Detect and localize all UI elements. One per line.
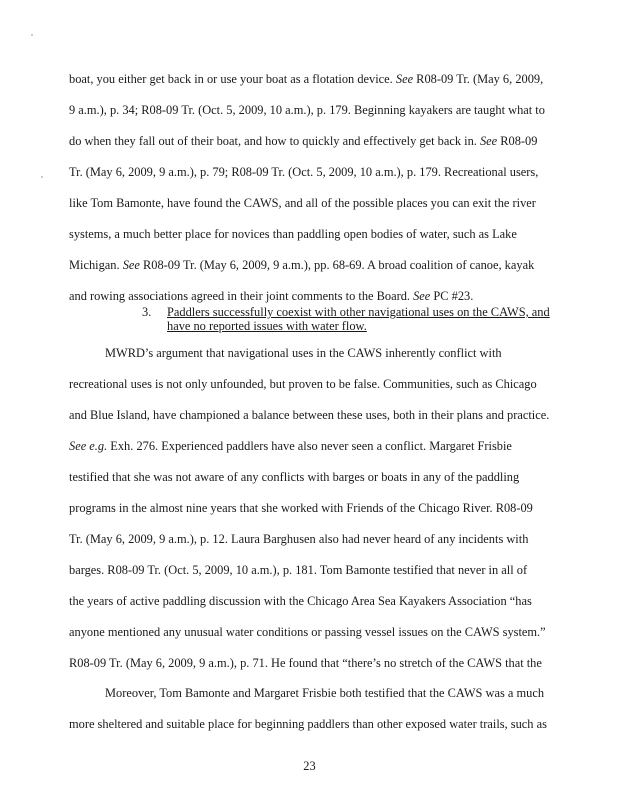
paragraph-line <box>69 377 537 391</box>
paragraph-line <box>69 470 519 484</box>
scan-speck <box>41 176 43 178</box>
text-run: barges. R08-09 Tr. (Oct. 5, 2009, 10 a.m.), p. 181. Tom Bamonte testified that never in all of <box>69 563 528 577</box>
text-run: the years of active paddling discussion with the Chicago Area Sea Kayakers Association “has <box>69 594 532 608</box>
text-run: Tr. (May 6, 2009, 9 a.m.), p. 12. Laura Barghusen also had never heard of any incidents with <box>69 532 529 546</box>
text-run: 9 a.m.), p. 34; R08-09 Tr. (Oct. 5, 2009, 10 a.m.), p. 179. Beginning kayakers are taught what to <box>69 103 545 117</box>
citation-signal: See <box>395 72 414 86</box>
text-run: Michigan. <box>69 258 123 272</box>
text-run: and rowing associations agreed in their joint comments to the Board. <box>69 289 414 303</box>
paragraph-line <box>69 656 542 670</box>
page-number: 23 <box>303 759 316 773</box>
scan-speck <box>31 34 33 36</box>
text-run: systems, a much better place for novices than paddling open bodies of water, such as Lake <box>69 227 517 241</box>
text-run: programs in the almost nine years that she worked with Friends of the Chicago River. R08-09 <box>69 501 533 515</box>
text-run: testified that she was not aware of any conflicts with barges or boats in any of the paddling <box>69 470 520 484</box>
paragraph-line <box>105 686 544 700</box>
paragraph-line <box>69 594 532 608</box>
paragraph-line <box>69 439 512 453</box>
paragraph-line <box>105 346 502 360</box>
text-run: Moreover, Tom Bamonte and Margaret Frisbie both testified that the CAWS was a much <box>105 686 545 700</box>
paragraph-line <box>69 227 517 241</box>
section-heading <box>142 305 550 319</box>
citation-signal: See <box>479 134 498 148</box>
text-run: R08-09 Tr. (May 6, 2009, <box>413 72 544 86</box>
paragraph-line <box>69 165 538 179</box>
text-run: recreational uses is not only unfounded, but proven to be false. Communities, such as Chicago <box>69 377 537 391</box>
citation-signal: See e.g. <box>69 439 108 453</box>
section-heading-line-2: have no reported issues with water flow. <box>167 319 367 333</box>
paragraph-line <box>69 563 527 577</box>
text-run: and Blue Island, have championed a balance between these uses, both in their plans and practice. <box>69 408 550 422</box>
text-run: Exh. 276. Experienced paddlers have also never seen a conflict. Margaret Frisbie <box>107 439 512 453</box>
paragraph-line <box>69 134 537 148</box>
section-heading-continued <box>167 319 367 333</box>
paragraph-line <box>69 103 545 117</box>
text-run: MWRD’s argument that navigational uses in the CAWS inherently conflict with <box>105 346 502 360</box>
paragraph-line <box>69 532 528 546</box>
paragraph-line <box>69 72 543 86</box>
citation-signal: See <box>122 258 140 272</box>
paragraph-line <box>69 717 547 731</box>
citation-signal: See <box>413 289 431 303</box>
text-run: more sheltered and suitable place for beginning paddlers than other exposed water trails, such as <box>69 717 547 731</box>
text-run: R08-09 Tr. (May 6, 2009, 9 a.m.), pp. 68-69. A broad coalition of canoe, kayak <box>139 258 535 272</box>
text-run: anyone mentioned any unusual water conditions or passing vessel issues on the CAWS system.” <box>69 625 546 639</box>
paragraph-line <box>69 408 549 422</box>
paragraph-line <box>69 501 533 515</box>
text-run: Tr. (May 6, 2009, 9 a.m.), p. 79; R08-09 Tr. (Oct. 5, 2009, 10 a.m.), p. 179. Recreational users, <box>69 165 539 179</box>
text-run: R08-09 <box>497 134 538 148</box>
text-run: do when they fall out of their boat, and how to quickly and effectively get back in. <box>69 134 480 148</box>
section-heading-number: 3. <box>142 305 152 319</box>
text-run: PC #23. <box>430 289 474 303</box>
section-heading-line-1: Paddlers successfully coexist with other navigational uses on the CAWS, and <box>167 305 550 319</box>
paragraph-line <box>69 258 534 272</box>
paragraph-line <box>69 196 536 210</box>
paragraph-line <box>69 289 473 303</box>
text-run: like Tom Bamonte, have found the CAWS, and all of the possible places you can exit the river <box>69 196 536 210</box>
paragraph-line <box>69 625 546 639</box>
text-run: R08-09 Tr. (May 6, 2009, 9 a.m.), p. 71. He found that “there’s no stretch of the CAWS that the <box>69 656 542 670</box>
text-run: boat, you either get back in or use your boat as a flotation device. <box>69 72 396 86</box>
